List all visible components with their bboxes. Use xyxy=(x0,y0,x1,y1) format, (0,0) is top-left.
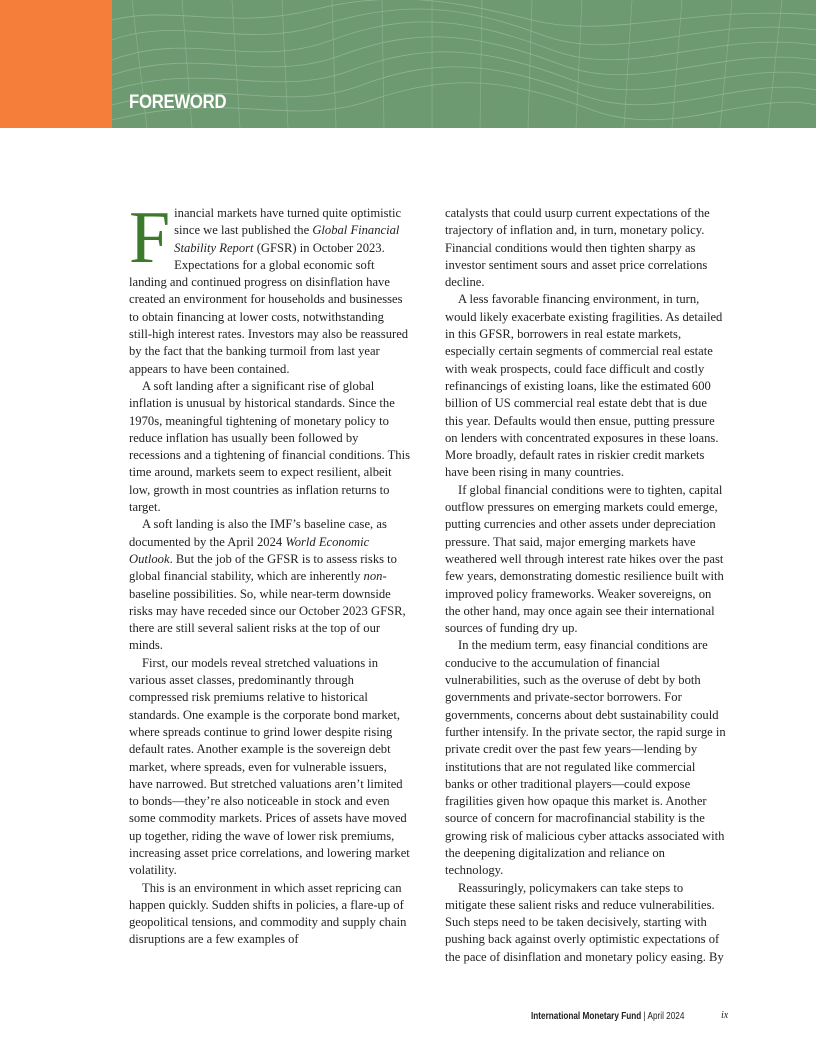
paragraph: This is an environment in which asset repricing can happen quickly. Sudden shifts in policies, a flare-up of geopolitical tensions, and commodity and supply chain disruptions are a few examples of xyxy=(129,880,407,947)
header-banner xyxy=(0,0,816,128)
footer-separator: | xyxy=(641,1011,648,1022)
orange-accent-block xyxy=(0,0,112,128)
paragraph xyxy=(129,516,410,654)
paragraph: First, our models reveal stretched valuations in various asset classes, predominantly through compressed risk premiums relative to historical standards. One example is the corporate bond market, where spreads continue to grind lower despite rising default rates. Another example is the sovereign debt market, where spreads, even for vulnerable issuers, have narrowed. But stretched valuations aren’t limited to bonds—they’re also noticeable in stock and even some commodity markets. Prices of assets have moved up together, riding the wave of lower risk premiums, increasing asset price correlations, and lowering market volatility. xyxy=(129,655,410,878)
paragraph-text: -baseline possibilities. So, while near-term downside risks may have receded since our October 2023 GFSR, there are still several salient risks at the top of our minds. xyxy=(129,569,406,653)
paragraph-text: (GFSR) in October 2023. Expectations for a global economic soft landing and continued progress on disinflation have created an environment for households and businesses to obtain financing at lower costs, notwithstanding still-high interest rates. Investors may also be reassured by the fact that the banking turmoil from last year appears to have been contained. xyxy=(129,240,409,376)
page-footer xyxy=(531,1011,684,1025)
footer-organization: International Monetary Fund xyxy=(531,1011,642,1022)
page-number: ix xyxy=(721,1010,729,1021)
text-column-right xyxy=(445,205,726,966)
drop-cap: F xyxy=(129,197,171,279)
paragraph xyxy=(129,197,410,378)
page-title: FOREWORD xyxy=(129,92,227,113)
paragraph: In the medium term, easy financial conditions are conducive to the accumulation of financial vulnerabilities, such as the overuse of debt by both governments and private-sector borrowers. For governments, concerns about debt sustainability could further intensify. In the private sector, the rapid surge in private credit over the past few years—lending by institutions that are not regulated like commercial banks or other traditional players—could expose fragilities given how opaque this market is. Another source of concern for macrofinancial stability is the growing risk of malicious cyber attacks associated with the deepening digitalization and reliance on technology. xyxy=(445,638,726,878)
text-column-left xyxy=(129,197,410,949)
emphasis-italic: non xyxy=(363,569,383,584)
paragraph: A less favorable financing environment, in turn, would likely exacerbate existing fragilities. As detailed in this GFSR, borrowers in real estate markets, especially certain segments of commercial real estate with weak prospects, could face difficult and costly refinancings of existing loans, like the estimated 600 billion of US commercial real estate debt that is due this year. Defaults would then ensue, putting pressure on lenders with concentrated exposures in these loans. More broadly, default rates in riskier credit markets have been rising in many countries. xyxy=(445,292,723,480)
paragraph-text: . But the job of the GFSR is to assess risks to global financial stability, which are inherently xyxy=(129,551,397,584)
paragraph-text: inancial markets have turned quite optimistic since we last published the xyxy=(174,206,402,238)
paragraph: Reassuringly, policymakers can take steps to mitigate these salient risks and reduce vulnerabilities. Such steps need to be taken decisively, starting with pushing back against overly optimistic expectations of the pace of disinflation and monetary policy easing. By xyxy=(445,880,724,964)
report-title-italic: Global Financial Stability Report xyxy=(174,223,400,255)
report-title-italic: World Economic Outlook xyxy=(129,534,370,566)
paragraph-text: A soft landing is also the IMF’s baseline case, as documented by the April 2024 xyxy=(129,517,387,549)
paragraph: If global financial conditions were to tighten, capital outflow pressures on emerging markets could emerge, putting currencies and other assets under depreciation pressure. That said, major emerging markets have weathered well through interest rate hikes over the past few years, demonstrating domestic resilience built with improved policy frameworks. Weaker sovereigns, on the other hand, may once again see their international sources of funding dry up. xyxy=(445,482,724,636)
footer-date: April 2024 xyxy=(647,1011,685,1022)
paragraph: catalysts that could usurp current expectations of the trajectory of inflation and, in turn, monetary policy. Financial conditions would then tighten sharpy as investor sentiment sours and asset price correlations decline. xyxy=(445,206,710,290)
paragraph: A soft landing after a significant rise of global inflation is unusual by historical standards. Since the 1970s, meaningful tightening of monetary policy to reduce inflation has usually been followed by recessions and a tightening of financial conditions. This time around, markets seem to expect resilient, albeit low, growth in most countries as inflation returns to target. xyxy=(129,378,410,515)
